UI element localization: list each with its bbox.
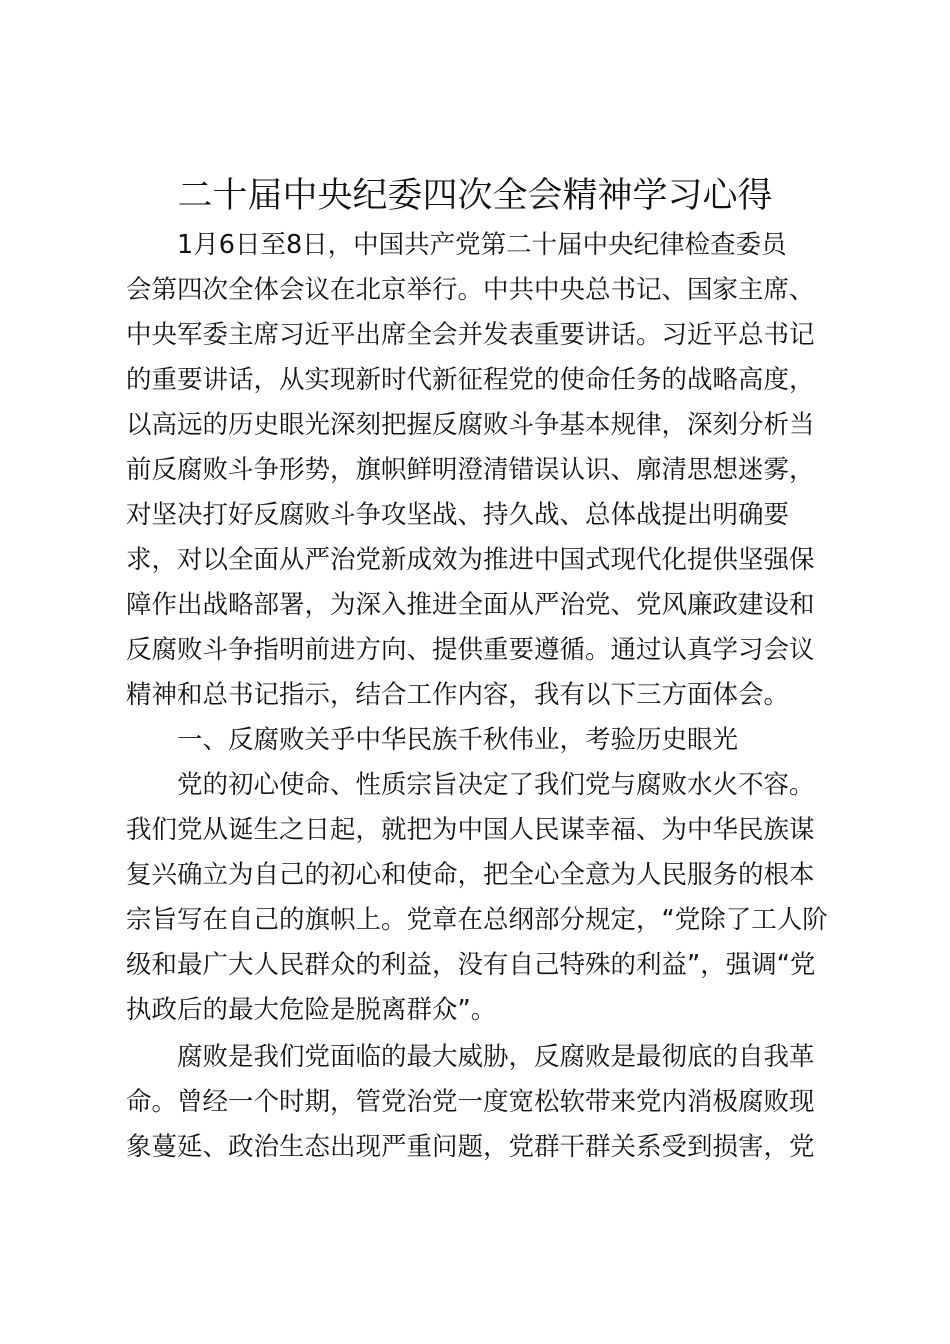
paragraph-line: 会第四次全体会议在北京举行。中共中央总书记、国家主席、 (126, 275, 815, 305)
paragraph-line: 以高远的历史眼光深刻把握反腐败斗争基本规律，深刻分析当 (126, 410, 815, 440)
paragraph-line: 执政后的最大危险是脱离群众”。 (126, 995, 497, 1025)
paragraph-line: 命。曾经一个时期，管党治党一度宽松软带来党内消极腐败现 (126, 1087, 815, 1117)
paragraph-line: 中央军委主席习近平出席全会并发表重要讲话。习近平总书记 (126, 320, 815, 350)
paragraph-line: 障作出战略部署，为深入推进全面从严治党、党风廉政建设和 (126, 590, 815, 620)
paragraph-line: 腐败是我们党面临的最大威胁，反腐败是最彻底的自我革 (177, 1042, 815, 1072)
paragraph-line: 对坚决打好反腐败斗争攻坚战、持久战、总体战提出明确要 (126, 500, 790, 530)
paragraph-line: 宗旨写在自己的旗帜上。党章在总纲部分规定，“党除了工人阶 (126, 905, 828, 935)
document-title: 二十届中央纪委四次全会精神学习心得 (177, 176, 773, 216)
paragraph-line: 我们党从诞生之日起，就把为中国人民谋幸福、为中华民族谋 (126, 815, 815, 845)
paragraph-line: 的重要讲话，从实现新时代新征程党的使命任务的战略高度， (126, 365, 815, 395)
paragraph-line: 精神和总书记指示，结合工作内容，我有以下三方面体会。 (126, 680, 790, 710)
paragraph-line: 前反腐败斗争形势，旗帜鲜明澄清错误认识、廓清思想迷雾， (126, 455, 815, 485)
section-heading: 一、反腐败关乎中华民族千秋伟业，考验历史眼光 (177, 725, 739, 755)
paragraph-line: 反腐败斗争指明前进方向、提供重要遵循。通过认真学习会议 (126, 635, 815, 665)
paragraph-line: 党的初心使命、性质宗旨决定了我们党与腐败水火不容。 (177, 770, 815, 800)
paragraph-line: 象蔓延、政治生态出现严重问题，党群干群关系受到损害，党 (126, 1132, 815, 1162)
paragraph-line: 复兴确立为自己的初心和使命，把全心全意为人民服务的根本 (126, 860, 815, 890)
paragraph-line: 1月6日至8日，中国共产党第二十届中央纪律检查委员 (177, 230, 787, 260)
paragraph-line: 求，对以全面从严治党新成效为推进中国式现代化提供坚强保 (126, 545, 815, 575)
paragraph-line: 级和最广大人民群众的利益，没有自己特殊的利益”，强调“党 (126, 950, 816, 980)
